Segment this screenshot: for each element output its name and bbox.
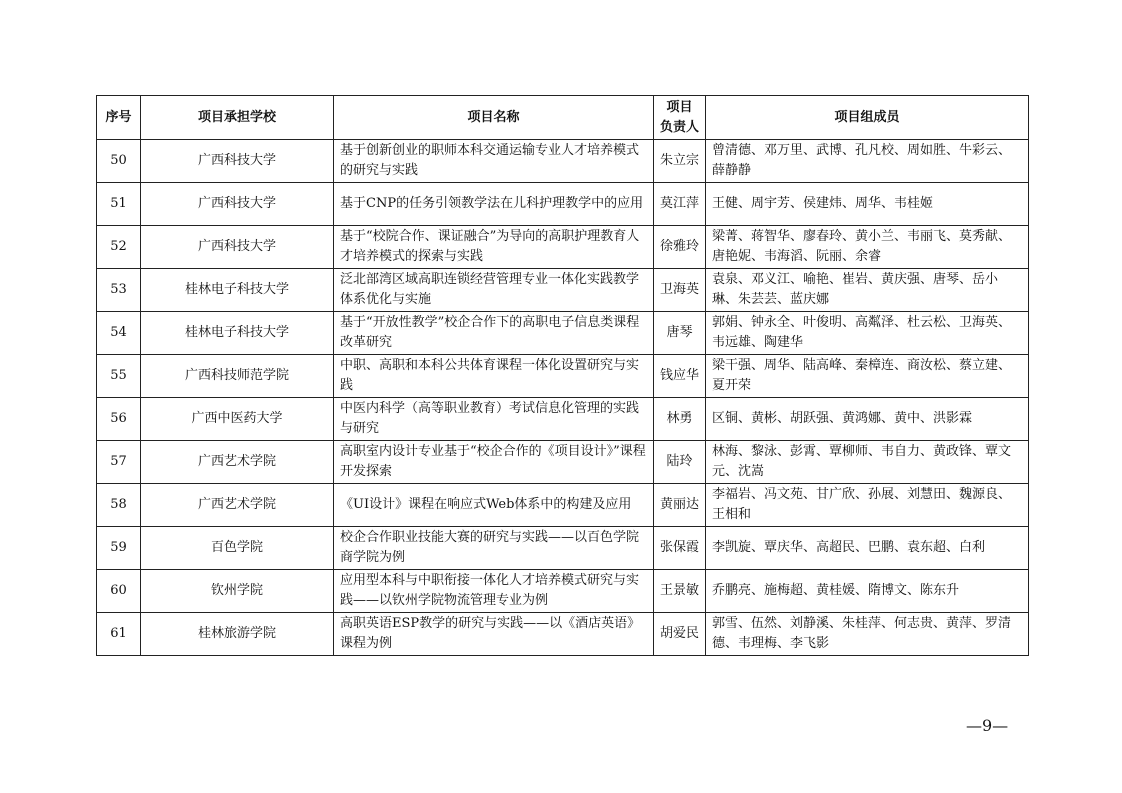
cell-members: 梁干强、周华、陆高峰、秦樟连、商汝松、蔡立建、夏开荣 — [706, 355, 1029, 398]
cell-members: 梁菁、蒋智华、廖春玲、黄小兰、韦丽飞、莫秀献、唐艳妮、韦海滔、阮丽、余睿 — [706, 226, 1029, 269]
cell-members: 袁泉、邓义江、喻艳、崔岩、黄庆强、唐琴、岳小琳、朱芸芸、蓝庆娜 — [706, 269, 1029, 312]
cell-leader: 林勇 — [654, 398, 706, 441]
table-row — [97, 527, 1029, 570]
cell-project-name: 中医内科学（高等职业教育）考试信息化管理的实践与研究 — [334, 398, 654, 441]
table-row — [97, 441, 1029, 484]
table-row — [97, 355, 1029, 398]
cell-members: 郭雪、伍然、刘静溪、朱桂萍、何志贵、黄萍、罗清德、韦理梅、李飞影 — [706, 613, 1029, 656]
cell-no: 59 — [97, 527, 141, 570]
table-row — [97, 484, 1029, 527]
cell-project-name: 应用型本科与中职衔接一体化人才培养模式研究与实践——以钦州学院物流管理专业为例 — [334, 570, 654, 613]
cell-leader: 钱应华 — [654, 355, 706, 398]
cell-no: 55 — [97, 355, 141, 398]
cell-no: 51 — [97, 183, 141, 226]
cell-project-name: 校企合作职业技能大赛的研究与实践——以百色学院商学院为例 — [334, 527, 654, 570]
cell-school: 广西艺术学院 — [141, 441, 334, 484]
cell-members: 李凯旋、覃庆华、高超民、巴鹏、袁东超、白利 — [706, 527, 1029, 570]
cell-project-name: 基于“开放性教学”校企合作下的高职电子信息类课程改革研究 — [334, 312, 654, 355]
table-row — [97, 226, 1029, 269]
cell-members: 李福岩、冯文苑、甘广欣、孙展、刘慧田、魏源良、王相和 — [706, 484, 1029, 527]
cell-project-name: 中职、高职和本科公共体育课程一体化设置研究与实践 — [334, 355, 654, 398]
cell-no: 58 — [97, 484, 141, 527]
cell-no: 54 — [97, 312, 141, 355]
header-leader — [654, 96, 706, 140]
cell-leader: 王景敏 — [654, 570, 706, 613]
cell-school: 广西科技师范学院 — [141, 355, 334, 398]
table-row — [97, 570, 1029, 613]
cell-no: 56 — [97, 398, 141, 441]
cell-school: 百色学院 — [141, 527, 334, 570]
header-leader-line2: 负责人 — [660, 119, 700, 135]
page-number: —9— — [966, 716, 1009, 735]
header-project-name: 项目名称 — [334, 96, 654, 140]
table-row — [97, 312, 1029, 355]
cell-school: 钦州学院 — [141, 570, 334, 613]
cell-school: 广西艺术学院 — [141, 484, 334, 527]
table-row — [97, 398, 1029, 441]
cell-project-name: 高职英语ESP教学的研究与实践——以《酒店英语》课程为例 — [334, 613, 654, 656]
cell-leader: 唐琴 — [654, 312, 706, 355]
cell-members: 区铜、黄彬、胡跃强、黄鸿娜、黄中、洪影霖 — [706, 398, 1029, 441]
cell-leader: 胡爱民 — [654, 613, 706, 656]
cell-leader: 陆玲 — [654, 441, 706, 484]
cell-school: 广西科技大学 — [141, 226, 334, 269]
cell-no: 57 — [97, 441, 141, 484]
cell-school: 桂林旅游学院 — [141, 613, 334, 656]
cell-leader: 张保霞 — [654, 527, 706, 570]
table-row — [97, 183, 1029, 226]
cell-project-name: 基于创新创业的职师本科交通运输专业人才培养模式的研究与实践 — [334, 140, 654, 183]
cell-leader: 黄丽达 — [654, 484, 706, 527]
cell-no: 61 — [97, 613, 141, 656]
cell-school: 广西中医药大学 — [141, 398, 334, 441]
cell-members: 王健、周宇芳、侯建炜、周华、韦桂姬 — [706, 183, 1029, 226]
cell-project-name: 高职室内设计专业基于“校企合作的《项目设计》”课程开发探索 — [334, 441, 654, 484]
cell-members: 林海、黎泳、彭霄、覃柳师、韦自力、黄政锋、覃文元、沈嵩 — [706, 441, 1029, 484]
header-school: 项目承担学校 — [141, 96, 334, 140]
cell-leader: 朱立宗 — [654, 140, 706, 183]
cell-no: 50 — [97, 140, 141, 183]
cell-no: 52 — [97, 226, 141, 269]
table-row — [97, 613, 1029, 656]
cell-leader: 卫海英 — [654, 269, 706, 312]
table-row — [97, 140, 1029, 183]
table-row — [97, 269, 1029, 312]
cell-no: 60 — [97, 570, 141, 613]
cell-members: 曾清德、邓万里、武博、孔凡校、周如胜、牛彩云、薛静静 — [706, 140, 1029, 183]
cell-school: 广西科技大学 — [141, 140, 334, 183]
cell-project-name: 基于“校院合作、课证融合”为导向的高职护理教育人才培养模式的探索与实践 — [334, 226, 654, 269]
cell-project-name: 《UI设计》课程在响应式Web体系中的构建及应用 — [334, 484, 654, 527]
cell-project-name: 泛北部湾区域高职连锁经营管理专业一体化实践教学体系优化与实施 — [334, 269, 654, 312]
cell-leader: 莫江萍 — [654, 183, 706, 226]
header-leader-line1: 项目 — [666, 99, 693, 115]
project-table — [96, 95, 1029, 656]
cell-project-name: 基于CNP的任务引领教学法在儿科护理教学中的应用 — [334, 183, 654, 226]
cell-leader: 徐雅玲 — [654, 226, 706, 269]
cell-school: 桂林电子科技大学 — [141, 312, 334, 355]
cell-school: 桂林电子科技大学 — [141, 269, 334, 312]
cell-school: 广西科技大学 — [141, 183, 334, 226]
header-no: 序号 — [97, 96, 141, 140]
cell-members: 郭娟、钟永全、叶俊明、高粼泽、杜云松、卫海英、韦远雄、陶建华 — [706, 312, 1029, 355]
cell-members: 乔鹏亮、施梅超、黄桂媛、隋博文、陈东升 — [706, 570, 1029, 613]
table-header-row — [97, 96, 1029, 140]
header-members: 项目组成员 — [706, 96, 1029, 140]
cell-no: 53 — [97, 269, 141, 312]
table-body — [97, 140, 1029, 656]
